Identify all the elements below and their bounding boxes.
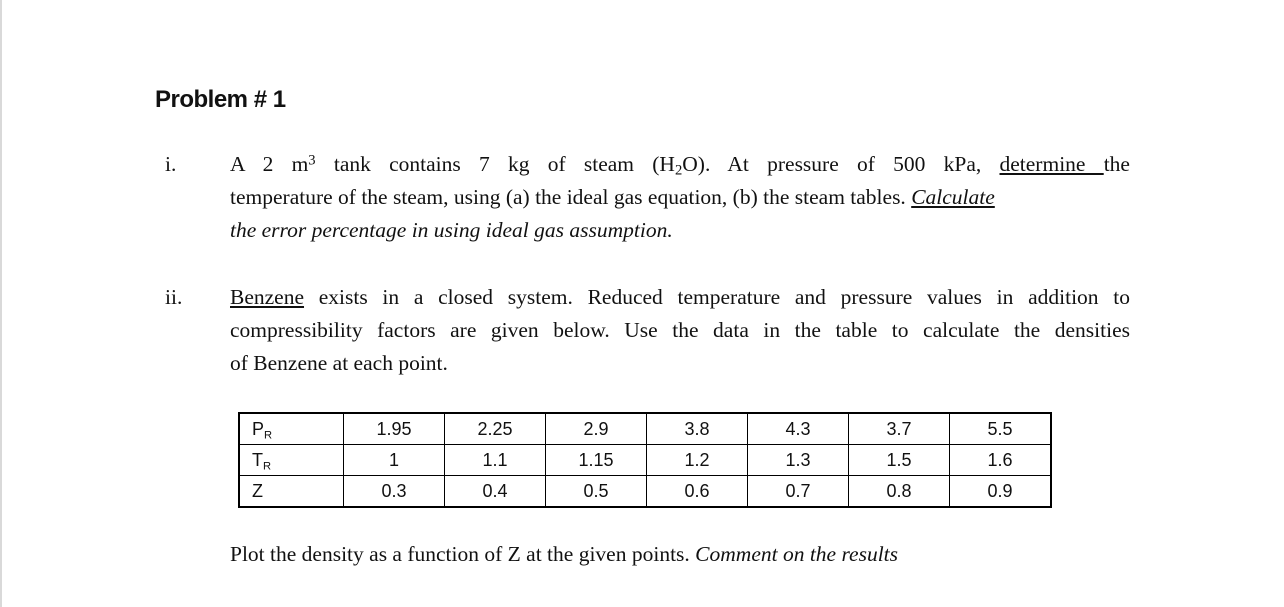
table-row-z xyxy=(239,476,1051,508)
table-cell: 3.8 xyxy=(647,413,748,445)
table-cell: 1.3 xyxy=(748,445,849,476)
table-row-pr xyxy=(239,413,1051,445)
table-cell: 0.6 xyxy=(647,476,748,508)
table-cell: 1.1 xyxy=(445,445,546,476)
table-cell: 2.25 xyxy=(445,413,546,445)
table-cell: 0.4 xyxy=(445,476,546,508)
item-body xyxy=(230,281,1130,380)
plot-instruction xyxy=(230,538,898,571)
row-label xyxy=(239,413,344,445)
table-cell: 5.5 xyxy=(950,413,1052,445)
row-label xyxy=(239,445,344,476)
text-run: O). At pressure of 500 kPa, xyxy=(682,152,1000,176)
row-label xyxy=(239,476,344,508)
table-cell: 1.95 xyxy=(344,413,445,445)
reduced-properties-table xyxy=(238,412,1052,508)
text-run: A 2 m xyxy=(230,152,309,176)
item-line: compressibility factors are given below. Use the data in the table to calculate the densities xyxy=(230,318,1130,342)
table-cell: 1.6 xyxy=(950,445,1052,476)
underlined-italic-text: Calculate xyxy=(911,185,995,209)
table-cell: 1 xyxy=(344,445,445,476)
text-run: temperature of the steam, using (a) the ideal gas equation, (b) the steam tables. xyxy=(230,185,912,209)
underlined-text: Benzene xyxy=(230,285,305,309)
superscript: 3 xyxy=(308,152,316,169)
label-subscript: R xyxy=(263,459,272,472)
item-line xyxy=(230,181,1130,214)
table-cell: 2.9 xyxy=(546,413,647,445)
item-line: the error percentage in using ideal gas assumption. xyxy=(230,218,673,242)
item-body xyxy=(230,148,1130,247)
table-cell: 0.9 xyxy=(950,476,1052,508)
text-run: the xyxy=(1103,152,1130,176)
item-number: ii. xyxy=(165,285,183,309)
label-main: P xyxy=(252,418,265,439)
table-cell: 0.8 xyxy=(849,476,950,508)
label-subscript: R xyxy=(264,428,273,441)
label-main: Z xyxy=(252,480,263,501)
page-left-border xyxy=(0,0,2,607)
italic-text: Comment on the results xyxy=(695,542,899,566)
item-line xyxy=(230,281,1130,314)
table-cell: 0.3 xyxy=(344,476,445,508)
item-number: i. xyxy=(165,152,177,176)
table-cell: 0.5 xyxy=(546,476,647,508)
item-line: of Benzene at each point. xyxy=(230,351,448,375)
table-cell: 1.5 xyxy=(849,445,950,476)
text-run: tank contains 7 kg of steam (H xyxy=(315,152,675,176)
subscript: 2 xyxy=(674,162,683,179)
label-main: T xyxy=(252,449,263,470)
table-cell: 0.7 xyxy=(748,476,849,508)
table-cell: 3.7 xyxy=(849,413,950,445)
underlined-text: determine xyxy=(999,152,1104,176)
table-cell: 1.2 xyxy=(647,445,748,476)
text-run: exists in a closed system. Reduced temperature and pressure values in addition to xyxy=(304,285,1130,309)
table-cell: 4.3 xyxy=(748,413,849,445)
table-cell: 1.15 xyxy=(546,445,647,476)
text-run: Plot the density as a function of Z at the given points. xyxy=(230,542,696,566)
item-line xyxy=(230,148,1130,181)
problem-title: Problem # 1 xyxy=(155,86,286,113)
table-row-tr xyxy=(239,445,1051,476)
